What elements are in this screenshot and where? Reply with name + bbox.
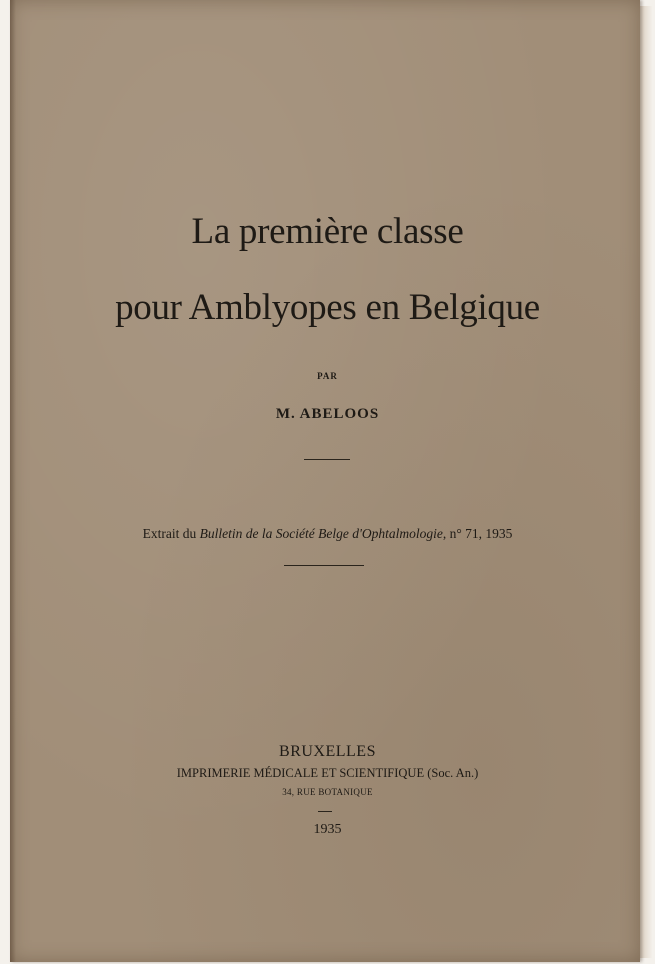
separator-rule-3 xyxy=(318,811,332,812)
title-line-2: pour Amblyopes en Belgique xyxy=(115,287,540,328)
extract-suffix: , n° 71, 1935 xyxy=(442,526,513,541)
journal-name: Bulletin de la Société Belge d'Ophtalmologie xyxy=(199,526,443,541)
publication-year: 1935 xyxy=(313,822,342,837)
cover-binding-shadow xyxy=(10,0,16,962)
extract-prefix: Extrait du xyxy=(142,526,197,541)
separator-rule-2 xyxy=(284,565,364,566)
separator-rule-1 xyxy=(304,459,350,460)
booklet-cover xyxy=(10,0,640,962)
author-name: M. ABELOOS xyxy=(275,406,380,422)
printer-name: IMPRIMERIE MÉDICALE ET SCIENTIFIQUE (Soc. An.) xyxy=(176,766,479,780)
by-label: PAR xyxy=(317,371,338,381)
publisher-city: BRUXELLES xyxy=(279,743,376,760)
extract-note xyxy=(0,526,655,542)
title-line-1: La première classe xyxy=(191,211,464,252)
printer-address: 34, RUE BOTANIQUE xyxy=(282,787,373,797)
